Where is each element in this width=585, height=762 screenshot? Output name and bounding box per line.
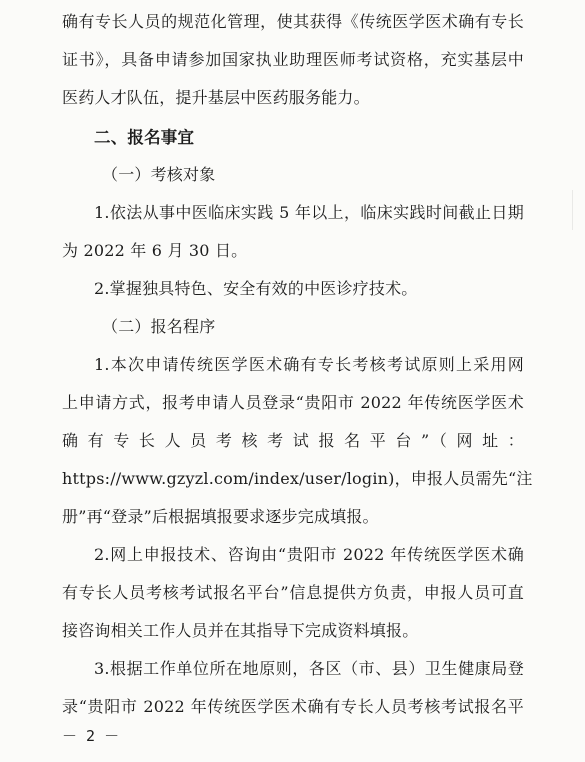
procedure-item1-line-2: 上申请方式，报考申请人员登录“贵阳市 2022 年传统医学医术 (62, 393, 524, 412)
scan-edge-mark (572, 190, 573, 230)
procedure-title: （二）报名程序 (102, 317, 216, 336)
procedure-item2-line-1: 2.网上申报技术、咨询由“贵阳市 2022 年传统医学医术确 (94, 545, 524, 564)
assessment-item1-line-1: 1.依法从事中医临床实践 5 年以上，临床实践时间截止日期 (94, 203, 524, 222)
procedure-item1-line-5: 册”再“登录”后根据填报要求逐步完成填报。 (62, 507, 379, 526)
procedure-item2-line-3: 接咨询相关工作人员并在其指导下完成资料填报。 (62, 621, 419, 640)
procedure-item1-line-1: 1.本次申请传统医学医术确有专长考核考试原则上采用网 (94, 355, 524, 374)
procedure-item1-line-3: 确有专长人员考核考试报名平台”（网址： (62, 431, 524, 450)
procedure-item2-line-2: 有专长人员考核考试报名平台”信息提供方负责，申报人员可直 (62, 583, 524, 602)
assessment-item1-line-2: 为 2022 年 6 月 30 日。 (62, 241, 248, 260)
section-title: 二、报名事宜 (94, 128, 195, 147)
procedure-item1-line-4: https://www.gzyzl.com/index/user/login)，申报人员需先“注 (62, 469, 533, 488)
intro-line-3: 医药人才队伍，提升基层中医药服务能力。 (62, 88, 370, 107)
intro-line-2: 证书》，具备申请参加国家执业助理医师考试资格，充实基层中 (62, 50, 524, 69)
intro-line-1: 确有专长人员的规范化管理，使其获得《传统医学医术确有专长 (62, 12, 524, 31)
assessment-item2: 2.掌握独具特色、安全有效的中医诊疗技术。 (94, 279, 418, 298)
page-number: － 2 － (62, 727, 120, 745)
assessment-title: （一）考核对象 (102, 165, 216, 184)
procedure-item3-line-2: 录“贵阳市 2022 年传统医学医术确有专长人员考核考试报名平 (62, 697, 524, 716)
procedure-item3-line-1: 3.根据工作单位所在地原则，各区（市、县）卫生健康局登 (94, 659, 524, 678)
